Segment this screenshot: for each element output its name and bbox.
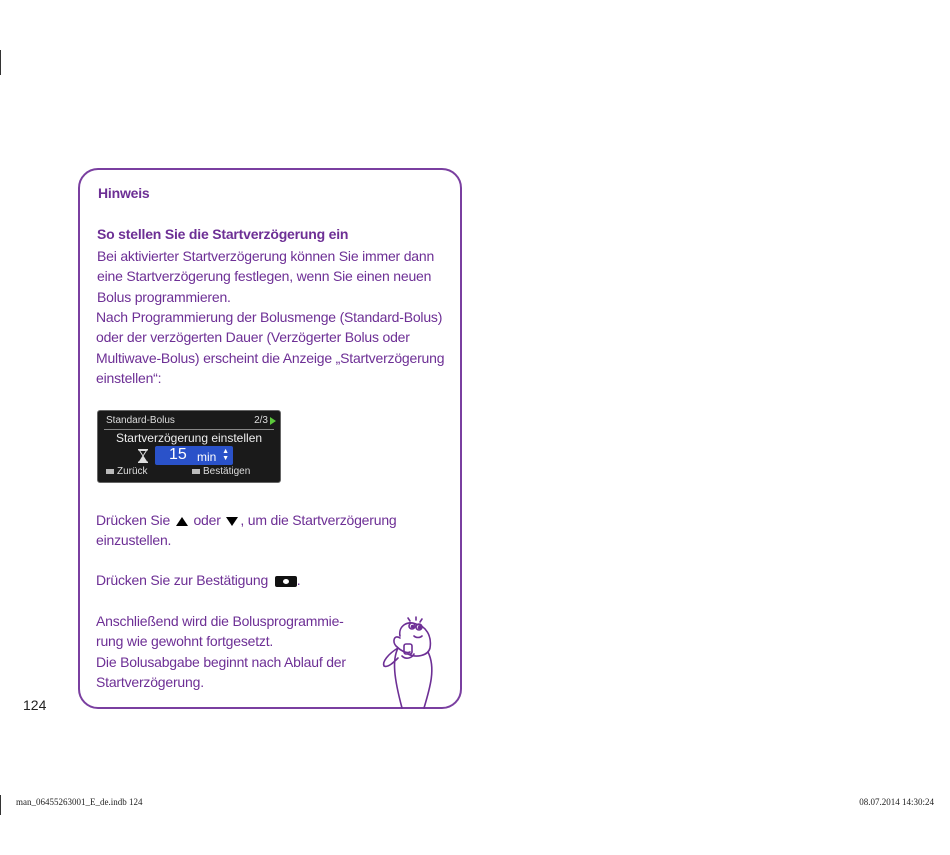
- text-line: Multiwave-Bolus) erscheint die Anzeige „Startverzögerung: [96, 349, 445, 366]
- text-run: oder: [193, 512, 221, 528]
- text-line: einzustellen.: [96, 532, 172, 549]
- text-line: [96, 510, 397, 530]
- text-line: rung wie gewohnt fortgesetzt.: [96, 633, 274, 650]
- text-run: Drücken Sie: [96, 512, 171, 528]
- arrow-down-icon: [226, 517, 238, 526]
- text-line: Anschließend wird die Bolusprogrammie-: [96, 613, 344, 629]
- key-icon: [192, 469, 200, 474]
- back-label: Zurück: [117, 466, 148, 477]
- text-line: Startverzögerung.: [96, 674, 204, 691]
- display-divider: [104, 429, 274, 430]
- adjust-paragraph: [96, 510, 397, 551]
- intro-paragraph: [97, 246, 434, 307]
- text-line: oder der verzögerten Dauer (Verzögerter Bolus oder: [96, 329, 410, 346]
- text-run: .: [296, 572, 301, 588]
- note-subtitle: So stellen Sie die Startverzögerung ein: [97, 226, 349, 242]
- mascot-illustration: [378, 608, 442, 710]
- key-icon: [106, 469, 114, 474]
- text-run: Drücken Sie zur Bestätigung: [96, 572, 269, 588]
- page-number: 124: [23, 697, 47, 713]
- display-page-indicator: 2/3: [254, 415, 268, 426]
- text-line: Die Bolusabgabe beginnt nach Ablauf der: [96, 653, 346, 670]
- text-line: Bei aktivierter Startverzögerung können Sie immer dann: [97, 248, 435, 264]
- delay-unit: min: [197, 450, 217, 464]
- text-line: Bolus programmieren.: [97, 288, 231, 305]
- next-arrow-icon: [270, 417, 276, 425]
- display-back-softkey: [106, 466, 148, 477]
- text-line: Nach Programmierung der Bolusmenge (Standard-Bolus): [96, 309, 443, 325]
- footer-timestamp: 08.07.2014 14:30:24: [859, 797, 934, 807]
- ok-button-icon: [275, 576, 297, 587]
- display-header: Standard-Bolus: [106, 415, 175, 426]
- arrow-up-icon: [176, 517, 188, 526]
- delay-value-field: [155, 446, 233, 465]
- pump-display: [97, 410, 281, 483]
- text-line: eine Startverzögerung festlegen, wenn Sie einen neuen: [97, 268, 432, 285]
- confirm-paragraph: [96, 570, 300, 590]
- text-line: einstellen“:: [96, 370, 162, 387]
- display-paragraph: [96, 307, 444, 389]
- hourglass-icon: [138, 449, 148, 463]
- confirm-label: Bestätigen: [203, 466, 251, 477]
- crop-mark: [0, 50, 1, 75]
- up-down-icon: ▲ ▼: [222, 448, 229, 462]
- display-title: Startverzögerung einstellen: [115, 431, 263, 445]
- display-confirm-softkey: [192, 466, 250, 477]
- final-paragraph: [96, 611, 346, 693]
- delay-value: 15: [169, 446, 187, 463]
- text-run: , um die Startverzögerung: [240, 512, 397, 528]
- footer-file-info: man_06455263001_E_de.indb 124: [16, 797, 143, 807]
- note-title: Hinweis: [98, 185, 150, 201]
- crop-mark: [0, 795, 1, 815]
